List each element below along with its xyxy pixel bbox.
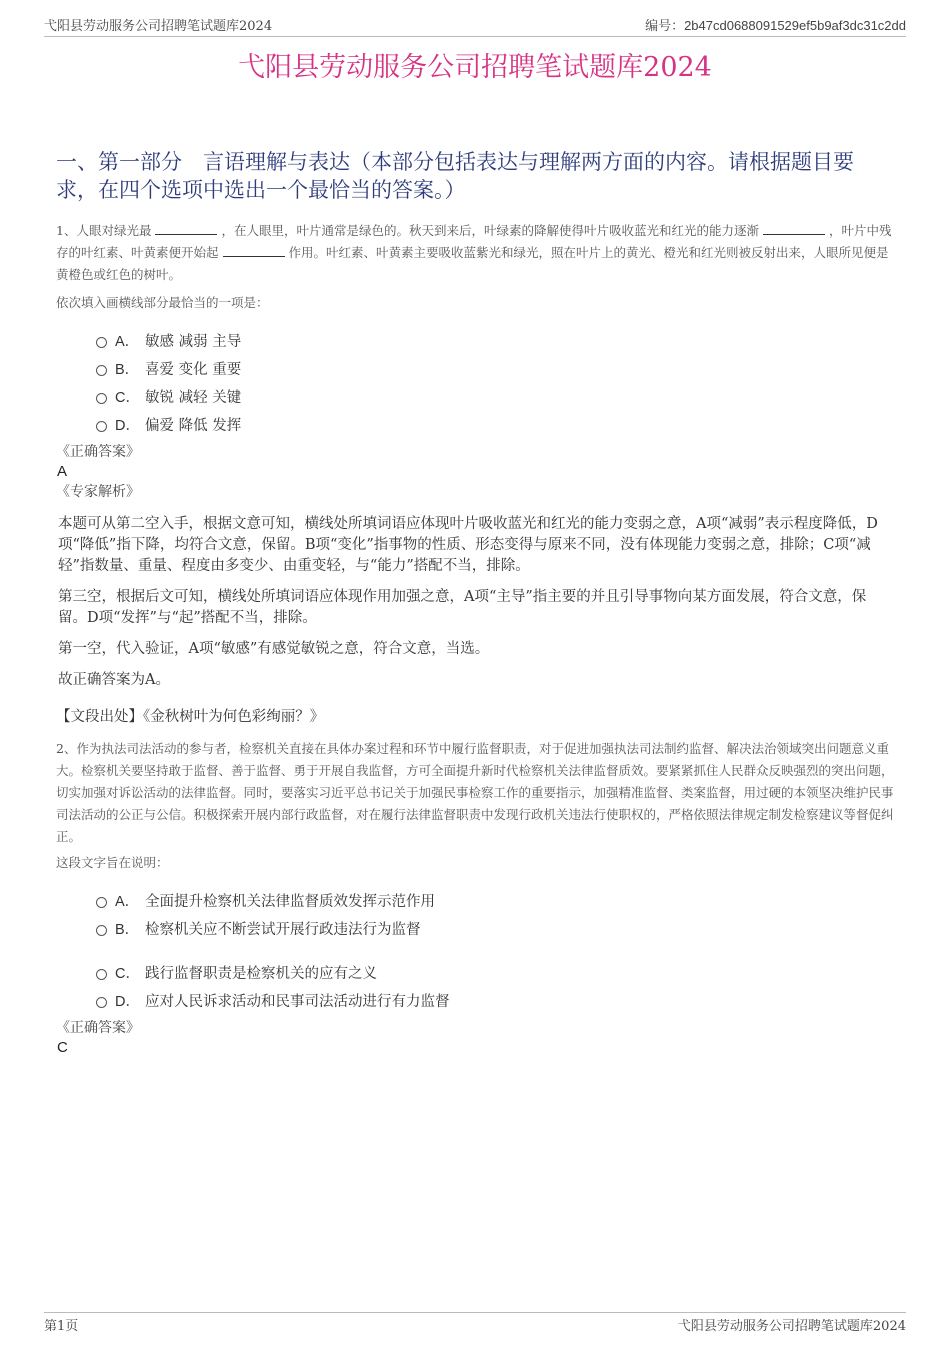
q2-option-a[interactable]: A． 全面提升检察机关法律监督质效发挥示范作用 xyxy=(96,886,450,914)
q1-stem-part-1: 1、人眼对绿光最 xyxy=(56,223,152,238)
q1-stem-part-3: ，叶片中残存的叶红素、叶黄素便开始起 xyxy=(56,223,892,260)
answer-value: A xyxy=(57,463,68,480)
q1-stem-part-2: ，在人眼里，叶片通常是绿色的。秋天到来后，叶绿素的降解使得叶片吸收蓝光和红光的能力逐渐 xyxy=(221,223,759,238)
answer-value: C xyxy=(57,1039,68,1056)
question-1-options xyxy=(96,326,241,438)
question-2-prompt: 这段文字旨在说明： xyxy=(56,855,169,870)
q1-stem-part-4: 作用。叶红素、叶黄素主要吸收蓝紫光和绿光，照在叶片上的黄光、橙光和红光则被反射出来，人眼所见便是黄橙色或红色的树叶。 xyxy=(56,245,889,282)
footer-title: 弋阳县劳动服务公司招聘笔试题库2024 xyxy=(677,1319,906,1334)
q2-option-b[interactable]: B． 检察机关应不断尝试开展行政违法行为监督 xyxy=(96,914,450,942)
radio-icon[interactable] xyxy=(96,421,107,432)
document-code: 编号：2b47cd0688091529ef5b9af3dc31c2dd xyxy=(645,18,906,33)
question-1-source: 【文段出处】《金秋树叶为何色彩绚丽？》 xyxy=(56,709,325,725)
radio-icon[interactable] xyxy=(96,337,107,348)
question-1-stem xyxy=(56,220,894,286)
analysis-paragraph: 故正确答案为A。 xyxy=(58,672,170,688)
answer-blank xyxy=(763,222,825,235)
analysis-paragraph: 第三空，根据后文可知，横线处所填词语应体现作用加强之意，A项“主导”指主要的并且引导事物向某方面发展，符合文意，保留。D项“发挥”与“起”搭配不当，排除。 xyxy=(58,589,867,626)
analysis-paragraph: 本题可从第二空入手，根据文意可知，横线处所填词语应体现叶片吸收蓝光和红光的能力变弱之意，A项“减弱”表示程度降低，D项“降低”指下降，均符合文意，保留。B项“变化”指事物的性质、形态变得与原来不同，没有体现能力变弱之意，排除；C项“减轻”指数量、重量、程度由多变少、由重变轻，与“能力”搭配不当，排除。 xyxy=(58,516,878,574)
page-header xyxy=(44,14,906,37)
section-heading: 一、第一部分 言语理解与表达（本部分包括表达与理解两方面的内容。请根据题目要求，在四个选项中选出一个最恰当的答案。） xyxy=(56,150,854,202)
analysis-paragraph: 第一空，代入验证，A项“敏感”有感觉敏锐之意，符合文意，当选。 xyxy=(58,641,490,657)
answer-blank xyxy=(223,244,285,257)
radio-icon[interactable] xyxy=(96,365,107,376)
question-2-stem: 2、作为执法司法活动的参与者，检察机关直接在具体办案过程和环节中履行监督职责，对于促进加强执法司法制约监督、解决法治领域突出问题意义重大。检察机关要坚持敢于监督、善于监督、勇于开展自我监督，方可全面提升新时代检察机关法律监督质效。要紧紧抓住人民群众反映强烈的突出问题，切实加强对诉讼活动的法律监督。同时，要落实习近平总书记关于加强民事检察工作的重要指示，加强精准监督、类案监督，用过硬的本领坚决维护民事司法活动的公正与公信。积极探索开展内部行政监督，对在履行法律监督职责中发现行政机关违法行使职权的，严格依照法律规定制发检察建议等督促纠正。 xyxy=(56,741,894,844)
q1-option-b[interactable]: B． 喜爱 变化 重要 xyxy=(96,354,241,382)
q1-option-c[interactable]: C． 敏锐 减轻 关键 xyxy=(96,382,241,410)
question-2-answer xyxy=(56,1018,894,1058)
analysis-label: 《专家解析》 xyxy=(56,484,140,500)
question-1-answer xyxy=(56,442,894,502)
q2-option-c[interactable]: C． 践行监督职责是检察机关的应有之义 xyxy=(96,958,450,986)
question-2-options xyxy=(96,886,450,1014)
header-title: 弋阳县劳动服务公司招聘笔试题库2024 xyxy=(44,19,273,34)
page-title: 弋阳县劳动服务公司招聘笔试题库2024 xyxy=(238,52,712,83)
question-1-prompt: 依次填入画横线部分最恰当的一项是： xyxy=(56,295,269,310)
radio-icon[interactable] xyxy=(96,997,107,1008)
page-footer xyxy=(44,1312,906,1334)
answer-label: 《正确答案》 xyxy=(56,1020,140,1036)
answer-label: 《正确答案》 xyxy=(56,444,140,460)
radio-icon[interactable] xyxy=(96,925,107,936)
q1-option-a[interactable]: A． 敏感 减弱 主导 xyxy=(96,326,241,354)
page-number: 第1页 xyxy=(44,1319,79,1334)
radio-icon[interactable] xyxy=(96,393,107,404)
q1-option-d[interactable]: D． 偏爱 降低 发挥 xyxy=(96,410,241,438)
radio-icon[interactable] xyxy=(96,897,107,908)
q2-option-d[interactable]: D． 应对人民诉求活动和民事司法活动进行有力监督 xyxy=(96,986,450,1014)
answer-blank xyxy=(155,222,217,235)
radio-icon[interactable] xyxy=(96,969,107,980)
question-1-analysis xyxy=(58,514,890,701)
